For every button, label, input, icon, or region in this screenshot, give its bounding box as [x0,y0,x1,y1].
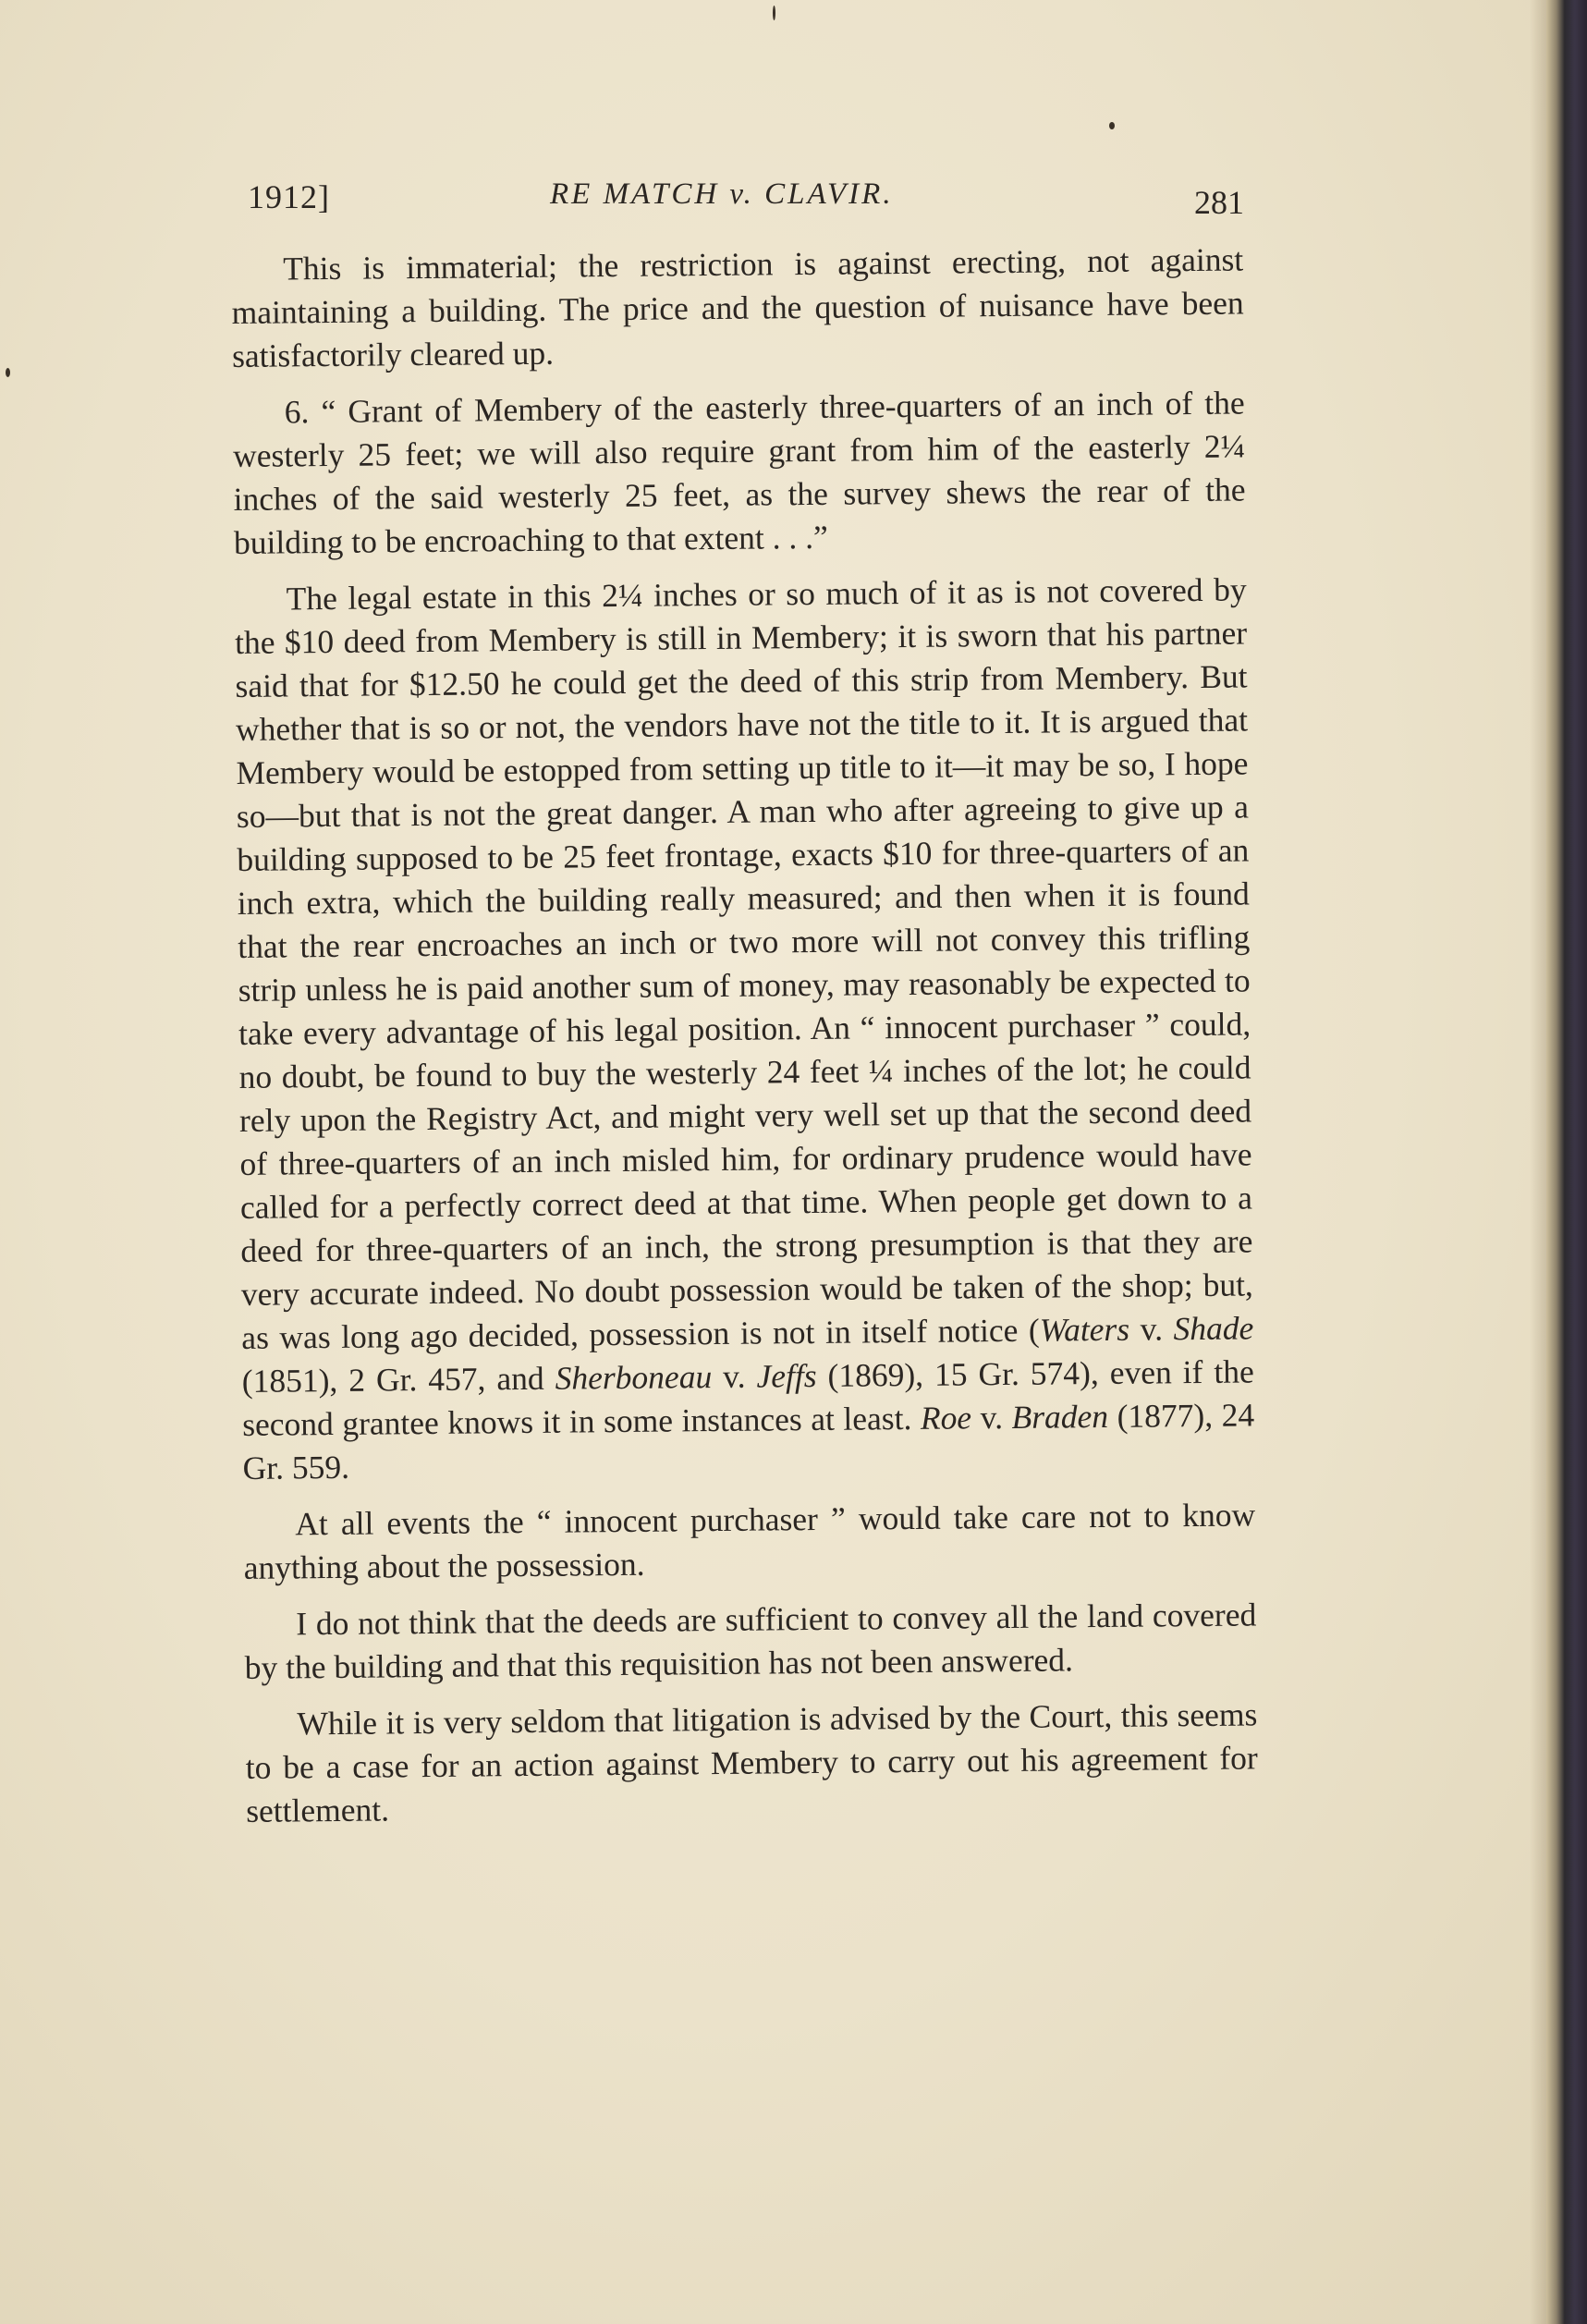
ink-speck [773,6,775,20]
paragraph: At all events the “ innocent purchaser ” would take care not to know anything about the possession. [243,1496,1256,1586]
ink-speck [6,368,10,377]
case-name: Jeffs [756,1356,817,1395]
paragraph [234,568,1254,1489]
paragraph: I do not think that the deeds are sufficient to convey all the land covered by the building and that this requisition has not been answered. [244,1596,1257,1686]
case-name: Sherboneau [555,1358,713,1397]
case-name: Roe [920,1399,972,1437]
paragraph: 6. “ Grant of Membery of the easterly three-quarters of an inch of the westerly 25 feet; we will also require grant from him of the easterly 2¼ inches of the said westerly 25 feet, as the survey shews the rear of the building to be encroaching to that extent . . .” [232,384,1246,561]
case-versus: v. [712,1357,757,1396]
ink-speck [1109,122,1115,129]
case-citation: (1851), 2 Gr. 457, and [241,1359,555,1400]
case-citation: (1877), 24 Gr. 559. [242,1396,1255,1486]
case-versus: v. [1129,1310,1174,1348]
running-head [248,177,1244,233]
running-head-title: RE MATCH v. CLAVIR. [550,177,894,211]
paragraph-text: The legal estate in this 2¼ inches or so much of it as is not covered by the $10 deed from Membery is still in Membery; it is sworn that his partner said that for $12.50 he could get the deed of this strip from Membery. But whether that is so or not, the vendors have not the title to it. It is argued that Membery would be estopped from setting up title to it—it may be so, I hope so—but that is not the great danger. A man who after agreeing to give up a building supposed to be 25 feet frontage, exacts $10 for three-quarters of an inch extra, which the building really measured; and then when it is found that the rear encroaches an inch or two more will not convey this trifling strip unless he is paid another sum of money, may reasonably be expected to take every advantage of his legal position. An “ innocent purchaser ” could, no doubt, be found to buy the westerly 24 feet ¼ inches of the lot; he could rely upon the Registry Act, and might very well set up that the second deed of three-quarters of an inch misled him, for ordinary prudence would have called for a perfectly correct deed at that time. When people get down to a deed for three-quarters of an inch, the strong presumption is that they are very accurate indeed. No doubt possession would be taken of the shop; but, as was long ago decided, possession is not in itself notice ( [234,570,1254,1356]
case-name: Braden [1011,1397,1109,1436]
case-name: Waters [1039,1310,1130,1349]
page-edge-shadow [1530,0,1546,2324]
case-citation: (1869), 15 Gr. 574), even if the second grantee knows it in some instances at least. [242,1352,1254,1443]
running-head-year: 1912] [248,178,330,215]
page-body [231,238,1259,1845]
book-spine [1546,0,1587,2324]
paragraph: This is immaterial; the restriction is against erecting, not against maintaining a building. The price and the question of nuisance have been satisfactorily cleared up. [231,240,1244,374]
case-versus: v. [971,1398,1012,1437]
case-name: Shade [1173,1309,1254,1348]
paragraph: While it is very seldom that litigation is advised by the Court, this seems to be a case for an action against Membery to carry out his agreement for settlement. [245,1695,1258,1829]
page-number: 281 [1194,184,1244,221]
